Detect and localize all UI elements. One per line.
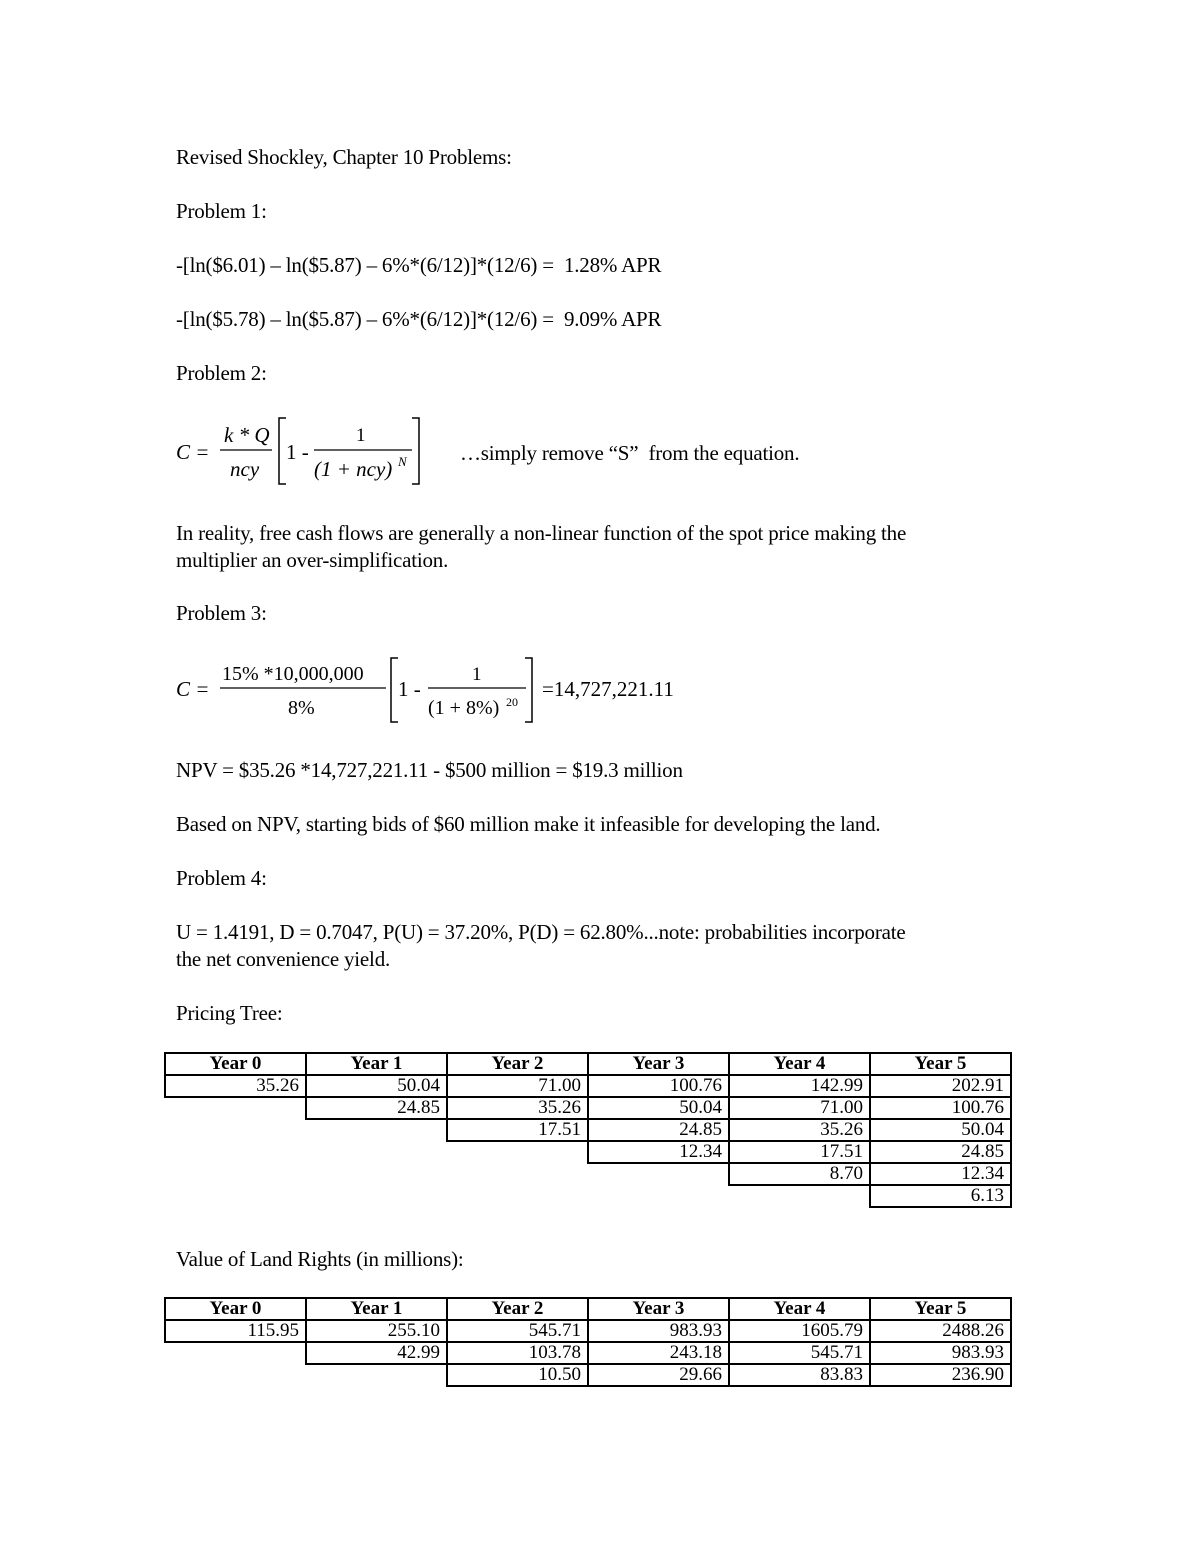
pricing-tree-cell <box>306 1119 447 1141</box>
pricing-tree-cell: 17.51 <box>729 1141 870 1163</box>
pricing-tree-cell: 6.13 <box>870 1185 1011 1207</box>
pricing-tree-cell: 71.00 <box>729 1097 870 1119</box>
pricing-tree-header-4: Year 4 <box>729 1053 870 1075</box>
pricing-tree-cell <box>306 1185 447 1207</box>
land-rights-header-3: Year 3 <box>588 1298 729 1320</box>
land-rights-cell: 29.66 <box>588 1364 729 1386</box>
land-rights-cell: 2488.26 <box>870 1320 1011 1342</box>
pricing-tree-cell <box>165 1141 306 1163</box>
problem2-para-line2: multiplier an over-simplification. <box>176 548 449 572</box>
value-label: Value of Land Rights (in millions): <box>176 1247 464 1271</box>
table-row <box>165 1075 1011 1097</box>
p2-exp: N <box>398 454 407 469</box>
land-rights-cell: 983.93 <box>870 1342 1011 1364</box>
pricing-tree-header-0: Year 0 <box>165 1053 306 1075</box>
pricing-tree-cell: 142.99 <box>729 1075 870 1097</box>
table-row <box>165 1119 1011 1141</box>
pricing-tree-table <box>164 1052 1012 1208</box>
p2-inner-numer: 1 <box>356 425 366 446</box>
pricing-tree-cell <box>165 1163 306 1185</box>
table-row <box>165 1364 1011 1386</box>
pricing-tree-header-2: Year 2 <box>447 1053 588 1075</box>
p2-one-minus: 1 - <box>286 440 309 464</box>
land-rights-cell: 236.90 <box>870 1364 1011 1386</box>
pricing-tree-cell: 50.04 <box>588 1097 729 1119</box>
problem4-line1: U = 1.4191, D = 0.7047, P(U) = 37.20%, P(D) = 62.80%...note: probabilities incorporate <box>176 920 906 944</box>
pricing-tree-cell: 50.04 <box>870 1119 1011 1141</box>
page-title: Revised Shockley, Chapter 10 Problems: <box>176 145 512 169</box>
pricing-tree-cell: 71.00 <box>447 1075 588 1097</box>
land-rights-cell: 545.71 <box>729 1342 870 1364</box>
pricing-tree-cell: 12.34 <box>870 1163 1011 1185</box>
p3-denom: 8% <box>288 697 315 719</box>
pricing-tree-cell <box>729 1185 870 1207</box>
pricing-tree-cell <box>306 1163 447 1185</box>
pricing-tree-cell: 12.34 <box>588 1141 729 1163</box>
problem3-conclusion: Based on NPV, starting bids of $60 million make it infeasible for developing the land. <box>176 812 881 836</box>
problem3-heading: Problem 3: <box>176 601 267 625</box>
problem3-formula <box>176 652 716 732</box>
problem2-heading: Problem 2: <box>176 361 267 385</box>
p3-inner-numer: 1 <box>472 664 482 685</box>
pricing-tree-header-3: Year 3 <box>588 1053 729 1075</box>
p3-numer: 15% *10,000,000 <box>222 663 364 685</box>
pricing-tree-cell <box>588 1185 729 1207</box>
p3-lhs: C = <box>176 677 210 701</box>
pricing-tree-cell: 35.26 <box>729 1119 870 1141</box>
land-rights-cell: 42.99 <box>306 1342 447 1364</box>
problem4-line2: the net convenience yield. <box>176 947 391 971</box>
p2-inner-denom: (1 + ncy) <box>314 457 393 481</box>
pricing-tree-cell: 8.70 <box>729 1163 870 1185</box>
pricing-tree-cell: 100.76 <box>588 1075 729 1097</box>
land-rights-header-0: Year 0 <box>165 1298 306 1320</box>
p2-denom: ncy <box>230 457 260 481</box>
table-row <box>165 1185 1011 1207</box>
table-row <box>165 1342 1011 1364</box>
pricing-tree-cell <box>165 1119 306 1141</box>
land-rights-table <box>164 1297 1012 1387</box>
problem2-note: …simply remove “S” from the equation. <box>460 441 800 465</box>
land-rights-cell: 10.50 <box>447 1364 588 1386</box>
land-rights-cell: 1605.79 <box>729 1320 870 1342</box>
table-row <box>165 1097 1011 1119</box>
p2-numer: k * Q <box>224 423 270 447</box>
pricing-tree-cell <box>306 1141 447 1163</box>
land-rights-cell <box>165 1342 306 1364</box>
pricing-tree-cell: 24.85 <box>870 1141 1011 1163</box>
p3-inner-denom: (1 + 8%) <box>428 697 500 719</box>
pricing-tree-cell: 24.85 <box>588 1119 729 1141</box>
land-rights-header-row <box>165 1298 1011 1320</box>
land-rights-cell: 255.10 <box>306 1320 447 1342</box>
problem2-para-line1: In reality, free cash flows are generally a non-linear function of the spot price making the <box>176 521 907 545</box>
land-rights-cell <box>165 1364 306 1386</box>
pricing-tree-cell <box>447 1141 588 1163</box>
pricing-tree-cell: 35.26 <box>447 1097 588 1119</box>
pricing-tree-cell: 100.76 <box>870 1097 1011 1119</box>
land-rights-header-4: Year 4 <box>729 1298 870 1320</box>
p3-exp: 20 <box>506 695 518 709</box>
table-row <box>165 1141 1011 1163</box>
pricing-tree-header-row <box>165 1053 1011 1075</box>
p3-result: =14,727,221.11 <box>542 677 674 701</box>
pricing-tree-cell <box>165 1097 306 1119</box>
table-row <box>165 1320 1011 1342</box>
pricing-tree-label: Pricing Tree: <box>176 1001 283 1025</box>
pricing-tree-cell: 202.91 <box>870 1075 1011 1097</box>
pricing-tree-cell: 17.51 <box>447 1119 588 1141</box>
land-rights-header-1: Year 1 <box>306 1298 447 1320</box>
pricing-tree-header-5: Year 5 <box>870 1053 1011 1075</box>
land-rights-cell: 103.78 <box>447 1342 588 1364</box>
problem2-formula <box>176 412 456 492</box>
land-rights-cell: 983.93 <box>588 1320 729 1342</box>
p3-one-minus: 1 - <box>398 677 421 701</box>
pricing-tree-header-1: Year 1 <box>306 1053 447 1075</box>
land-rights-header-5: Year 5 <box>870 1298 1011 1320</box>
land-rights-cell: 243.18 <box>588 1342 729 1364</box>
land-rights-header-2: Year 2 <box>447 1298 588 1320</box>
problem3-npv: NPV = $35.26 *14,727,221.11 - $500 million = $19.3 million <box>176 758 683 782</box>
pricing-tree-cell: 35.26 <box>165 1075 306 1097</box>
pricing-tree-cell: 24.85 <box>306 1097 447 1119</box>
land-rights-cell <box>306 1364 447 1386</box>
pricing-tree-cell <box>165 1185 306 1207</box>
pricing-tree-cell <box>447 1185 588 1207</box>
pricing-tree-cell <box>447 1163 588 1185</box>
land-rights-cell: 115.95 <box>165 1320 306 1342</box>
pricing-tree-cell <box>588 1163 729 1185</box>
problem1-line1: -[ln($6.01) – ln($5.87) – 6%*(6/12)]*(12/6) = 1.28% APR <box>176 253 662 277</box>
land-rights-cell: 83.83 <box>729 1364 870 1386</box>
p2-lhs: C = <box>176 440 210 464</box>
pricing-tree-cell: 50.04 <box>306 1075 447 1097</box>
problem1-line2: -[ln($5.78) – ln($5.87) – 6%*(6/12)]*(12/6) = 9.09% APR <box>176 307 662 331</box>
problem1-heading: Problem 1: <box>176 199 267 223</box>
table-row <box>165 1163 1011 1185</box>
problem4-heading: Problem 4: <box>176 866 267 890</box>
land-rights-cell: 545.71 <box>447 1320 588 1342</box>
